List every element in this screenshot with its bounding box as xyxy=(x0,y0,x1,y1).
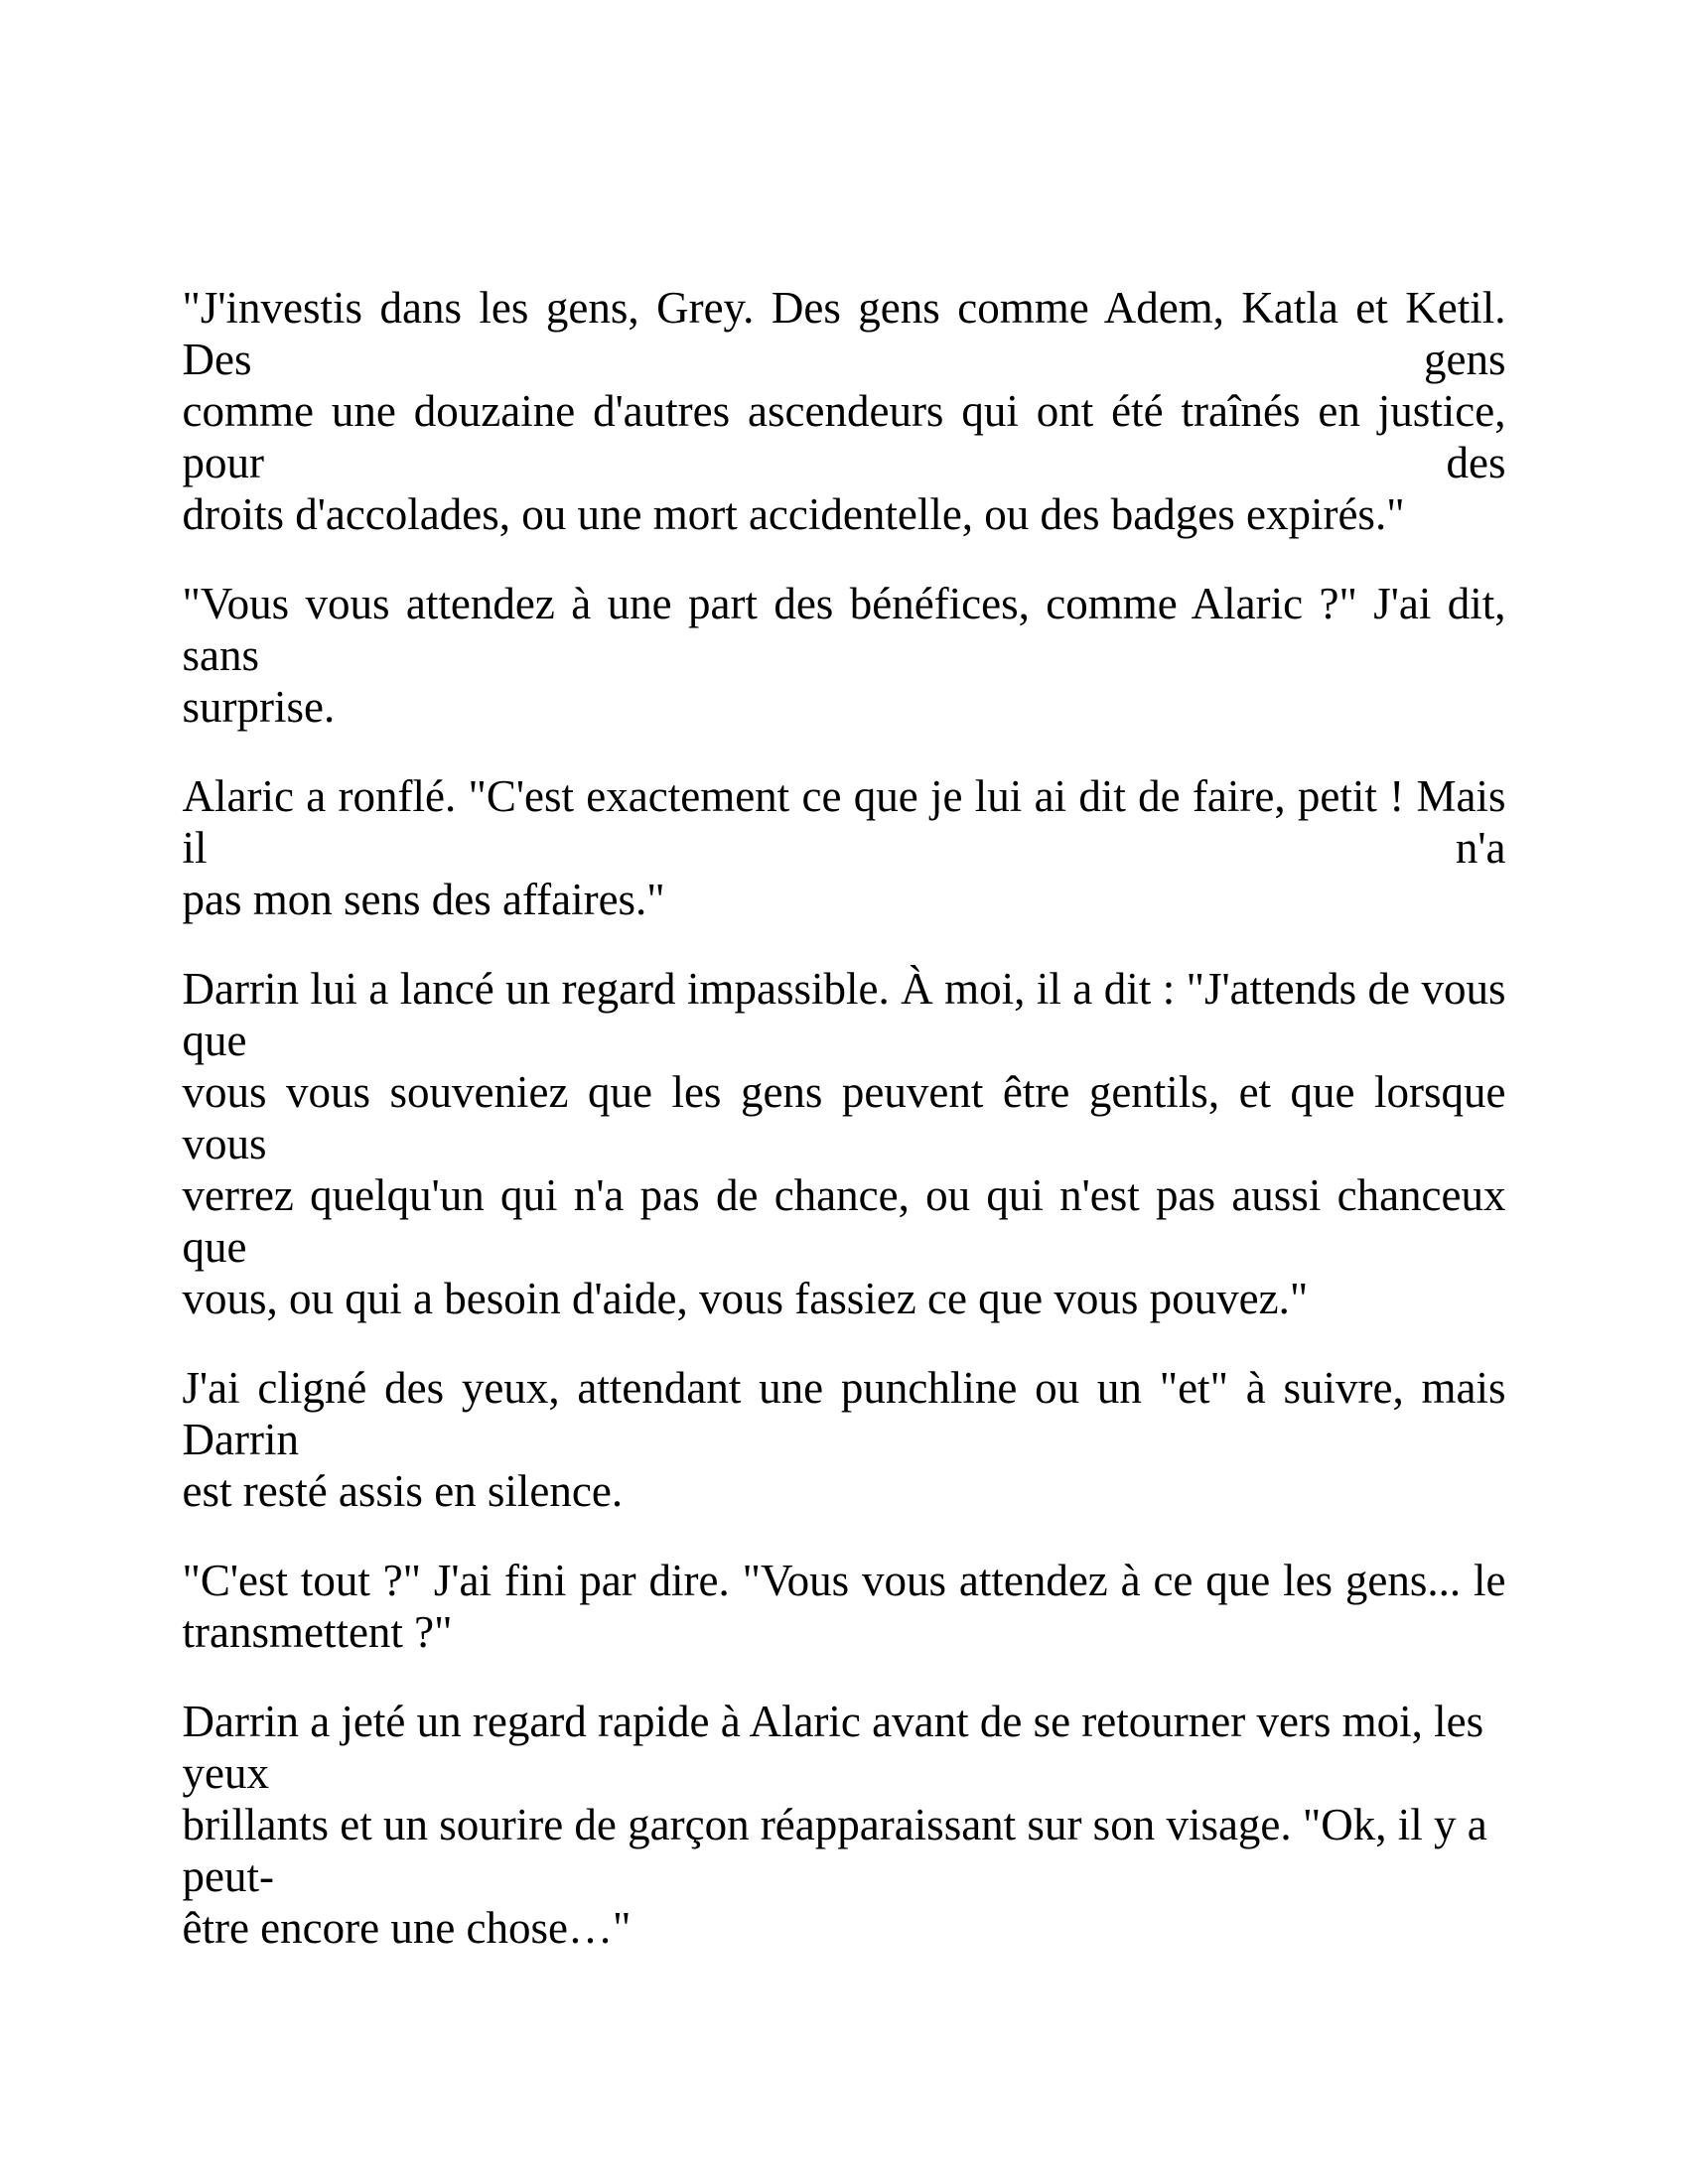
paragraph xyxy=(183,770,1506,925)
paragraph xyxy=(183,282,1506,540)
text-line: surprise. xyxy=(182,682,336,732)
text-line: Darrin a jeté un regard rapide à Alaric avant de se retourner vers moi, les yeux xyxy=(182,1697,1484,1798)
paragraph xyxy=(183,963,1506,1324)
text-line: J'ai cligné des yeux, attendant une punchline ou un "et" à suivre, mais Darrin xyxy=(182,1363,1506,1464)
document-page xyxy=(183,0,1506,1954)
text-line: Darrin lui a lancé un regard impassible. À moi, il a dit : "J'attends de vous que xyxy=(182,964,1506,1065)
text-line: transmettent ?" xyxy=(182,1607,453,1657)
text-line: est resté assis en silence. xyxy=(182,1466,624,1516)
text-line: vous, ou qui a besoin d'aide, vous fassiez ce que vous pouvez." xyxy=(182,1274,1309,1323)
text-line: être encore une chose…" xyxy=(182,1903,632,1953)
text-line: pas mon sens des affaires." xyxy=(182,875,665,924)
text-line: "Vous vous attendez à une part des bénéfices, comme Alaric ?" J'ai dit, sans xyxy=(182,579,1506,680)
text-line: "C'est tout ?" J'ai fini par dire. "Vous vous attendez à ce que les gens... le xyxy=(182,1556,1506,1605)
paragraph xyxy=(183,1696,1506,1954)
paragraph xyxy=(183,1555,1506,1658)
text-line: "J'investis dans les gens, Grey. Des gens comme Adem, Katla et Ketil. Des gens xyxy=(182,283,1506,384)
text-line: Alaric a ronflé. "C'est exactement ce que je lui ai dit de faire, petit ! Mais il n'a xyxy=(182,771,1506,873)
paragraph xyxy=(183,578,1506,733)
text-line: droits d'accolades, ou une mort accidentelle, ou des badges expirés." xyxy=(182,489,1405,539)
text-line: verrez quelqu'un qui n'a pas de chance, ou qui n'est pas aussi chanceux que xyxy=(182,1170,1506,1272)
paragraph xyxy=(183,1362,1506,1517)
text-line: comme une douzaine d'autres ascendeurs qui ont été traînés en justice, pour des xyxy=(182,386,1506,487)
text-line: brillants et un sourire de garçon réapparaissant sur son visage. "Ok, il y a peut- xyxy=(182,1800,1487,1901)
text-line: vous vous souveniez que les gens peuvent être gentils, et que lorsque vous xyxy=(182,1067,1506,1168)
